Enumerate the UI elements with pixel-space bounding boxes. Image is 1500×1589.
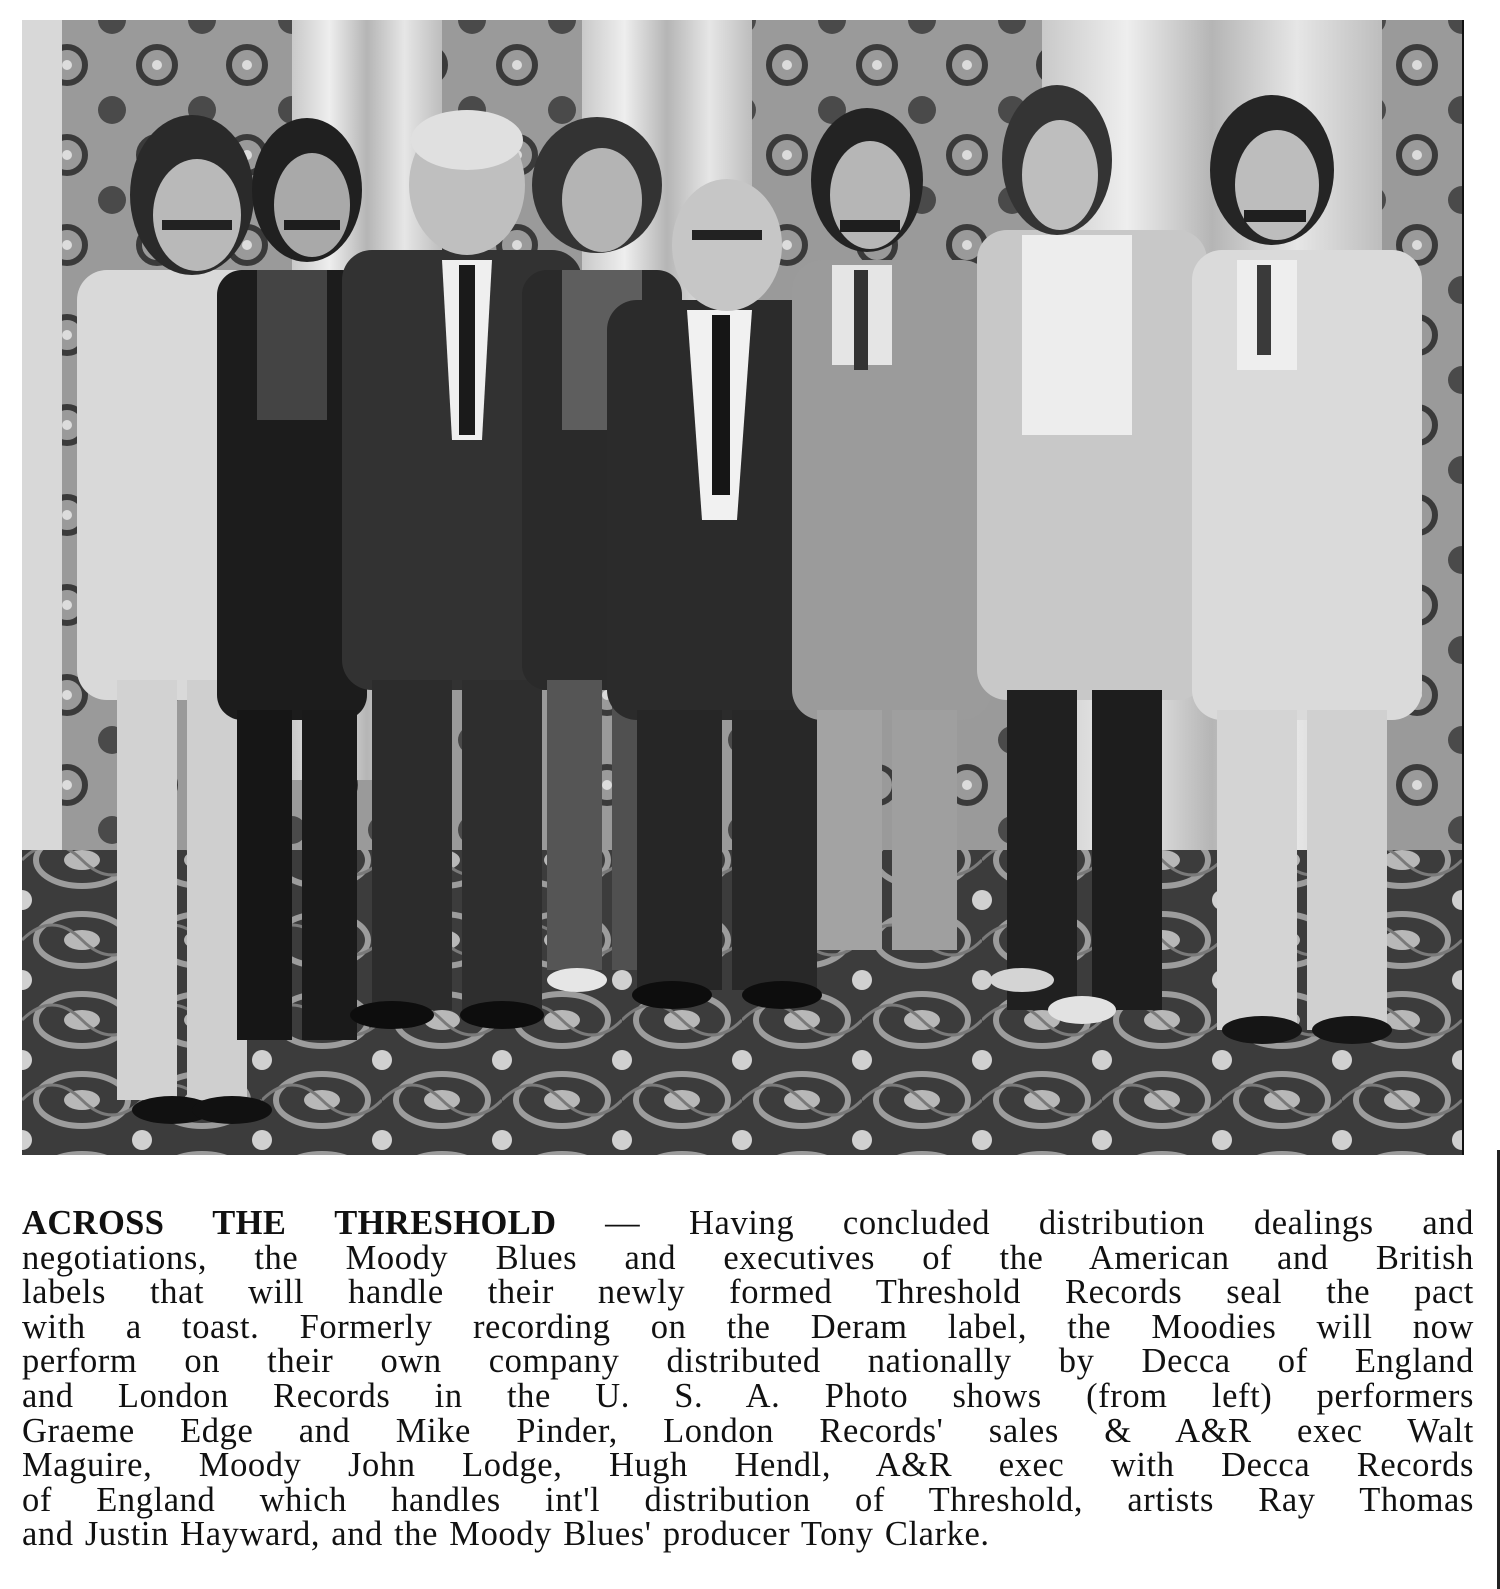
caption-line-10: and Justin Hayward, and the Moody Blues' producer Tony Clarke.: [22, 1515, 990, 1554]
caption-line-9: of England which handles int'l distribution of Threshold, artists Ray Thomas: [22, 1480, 1474, 1519]
caption-line-1: Having concluded distribution dealings and: [689, 1204, 1474, 1242]
caption-line-3: labels that will handle their newly formed Threshold Records seal the pact: [22, 1273, 1474, 1312]
caption-line-7: Graeme Edge and Mike Pinder, London Records' sales & A&R exec Walt: [22, 1411, 1474, 1450]
photo-caption: [22, 1206, 1474, 1552]
group-photo: [22, 20, 1464, 1155]
caption-line-2: negotiations, the Moody Blues and executives of the American and British: [22, 1238, 1474, 1277]
caption-line-6: and London Records in the U. S. A. Photo shows (from left) performers: [22, 1376, 1474, 1415]
photo-illustration: [22, 20, 1462, 1155]
caption-line-8: Maguire, Moody John Lodge, Hugh Hendl, A&R exec with Decca Records: [22, 1446, 1474, 1485]
caption-dash: —: [605, 1204, 641, 1242]
caption-line-5: perform on their own company distributed nationally by Decca of England: [22, 1342, 1474, 1381]
caption-line-4: with a toast. Formerly recording on the Deram label, the Moodies will now: [22, 1307, 1474, 1346]
caption-headline: ACROSS THE THRESHOLD: [22, 1204, 557, 1242]
